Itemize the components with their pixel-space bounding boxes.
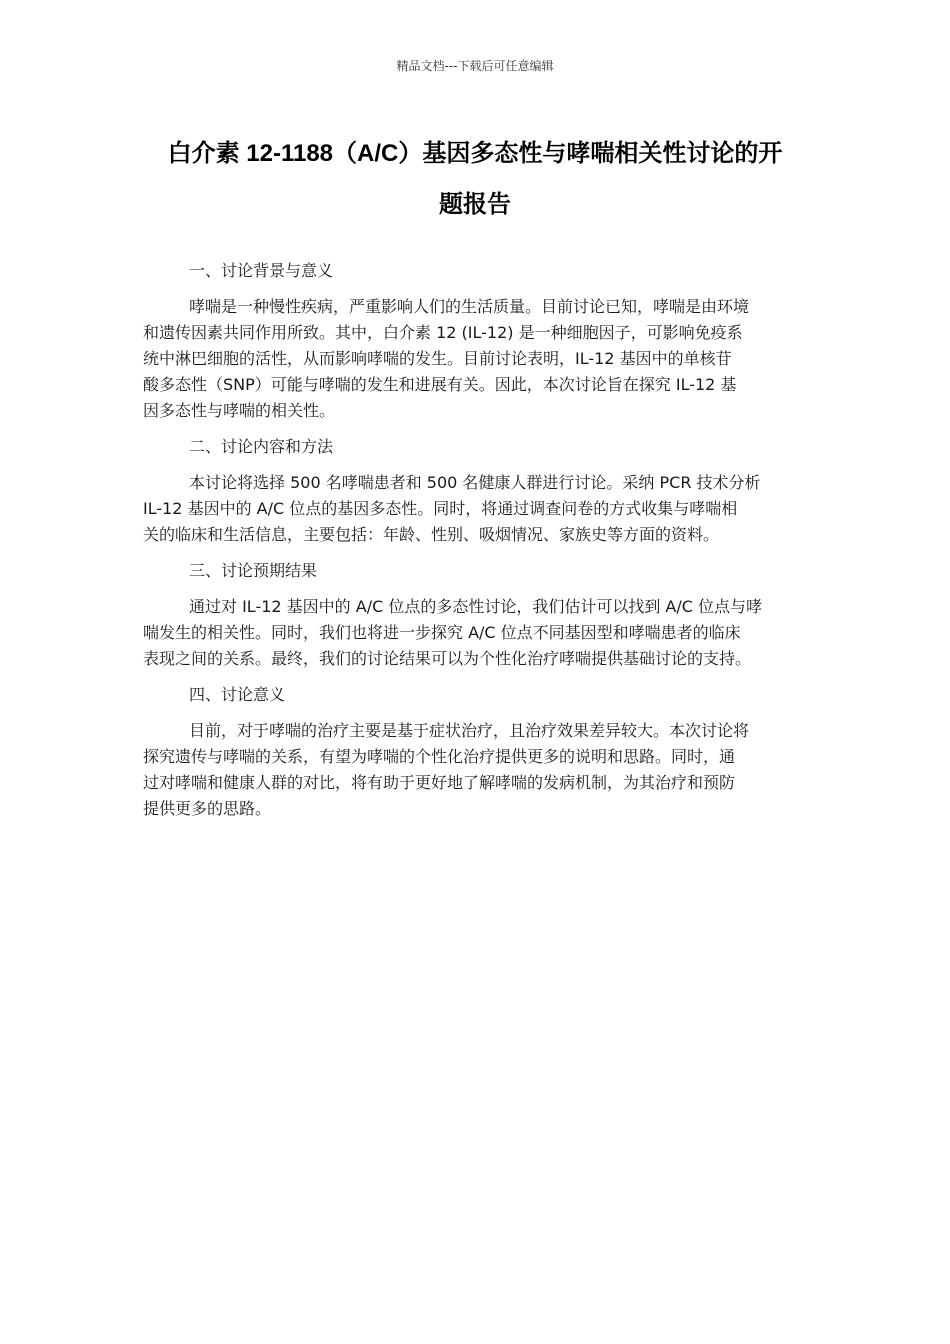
paragraph-line: 喘发生的相关性。同时，我们也将进一步探究 A/C 位点不同基因型和哮喘患者的临床 [143, 623, 741, 642]
section-paragraph-4 [143, 718, 807, 822]
header-note: 精品文档---下载后可任意编辑 [396, 59, 554, 73]
title-line-2: 题报告 [439, 191, 511, 218]
paragraph-line: 哮喘是一种慢性疾病，严重影响人们的生活质量。目前讨论已知，哮喘是由环境 [189, 297, 750, 316]
paragraph-line: 关的临床和生活信息，主要包括：年龄、性别、吸烟情况、家族史等方面的资料。 [143, 525, 720, 544]
title-line-1: 白介素 12-1188（A/C）基因多态性与哮喘相关性讨论的开 [167, 140, 783, 167]
section-heading-2: 二、讨论内容和方法 [189, 437, 334, 456]
section-heading-4: 四、讨论意义 [189, 685, 286, 704]
document-body [143, 258, 807, 832]
section-heading-3: 三、讨论预期结果 [189, 561, 318, 580]
paragraph-line: 酸多态性（SNP）可能与哮喘的发生和进展有关。因此，本次讨论旨在探究 IL-12 基 [143, 375, 737, 394]
paragraph-line: 提供更多的思路。 [143, 799, 272, 818]
paragraph-line: 因多态性与哮喘的相关性。 [143, 401, 336, 420]
paragraph-line: 本讨论将选择 500 名哮喘患者和 500 名健康人群进行讨论。采纳 PCR 技术分析 [189, 473, 761, 492]
document-title [143, 128, 807, 230]
section-paragraph-2 [143, 470, 807, 548]
section-paragraph-1 [143, 294, 807, 424]
paragraph-line: 过对哮喘和健康人群的对比，将有助于更好地了解哮喘的发病机制，为其治疗和预防 [143, 773, 736, 792]
section-heading-1: 一、讨论背景与意义 [189, 261, 334, 280]
section-paragraph-3 [143, 594, 807, 672]
paragraph-line: 通过对 IL-12 基因中的 A/C 位点的多态性讨论，我们估计可以找到 A/C 位点与哮 [189, 597, 763, 616]
paragraph-line: IL-12 基因中的 A/C 位点的基因多态性。同时，将通过调查问卷的方式收集与哮喘相 [143, 499, 738, 518]
paragraph-line: 探究遗传与哮喘的关系，有望为哮喘的个性化治疗提供更多的说明和思路。同时，通 [143, 747, 736, 766]
paragraph-line: 表现之间的关系。最终，我们的讨论结果可以为个性化治疗哮喘提供基础讨论的支持。 [143, 649, 752, 668]
paragraph-line: 统中淋巴细胞的活性，从而影响哮喘的发生。目前讨论表明，IL-12 基因中的单核苷 [143, 349, 732, 368]
paragraph-line: 目前，对于哮喘的治疗主要是基于症状治疗，且治疗效果差异较大。本次讨论将 [189, 721, 750, 740]
paragraph-line: 和遗传因素共同作用所致。其中，白介素 12 (IL-12) 是一种细胞因子，可影响免疫系 [143, 323, 743, 342]
